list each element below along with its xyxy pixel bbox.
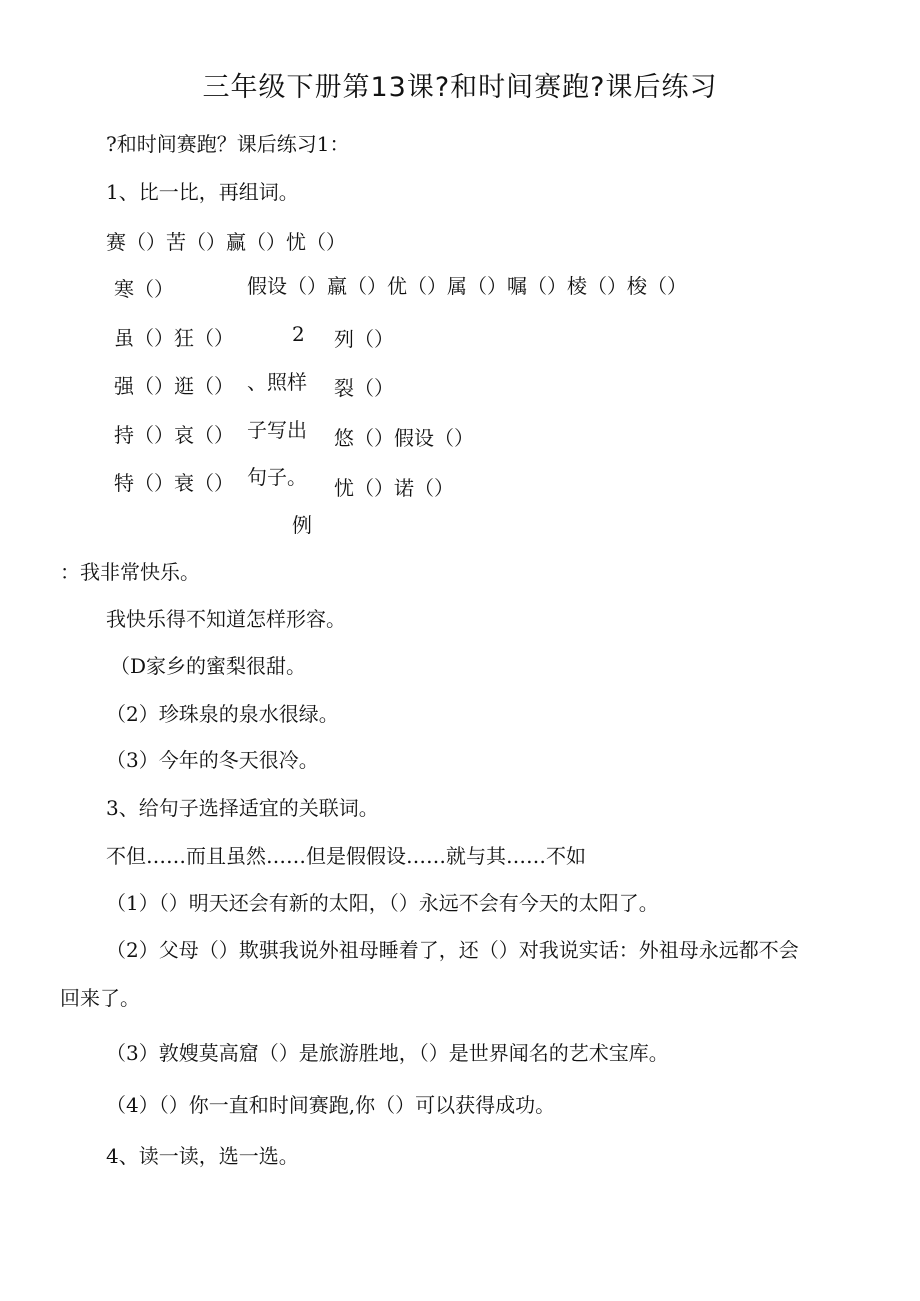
exercise-subtitle: ?和时间赛跑？课后练习1： xyxy=(106,132,350,156)
q1-left-item: 特（）衰（） xyxy=(114,471,234,495)
q1-left-item: 寒（） xyxy=(114,277,174,301)
q1-right-item: 忧（）诺（） xyxy=(334,476,454,500)
q3-item: （4）（）你一直和时间赛跑,你（）可以获得成功。 xyxy=(106,1093,556,1117)
q2-example-answer: 我快乐得不知道怎样形容。 xyxy=(106,607,346,631)
q2-heading-line: 子写出 xyxy=(247,418,307,442)
q1-left-item: 持（）哀（） xyxy=(114,423,234,447)
q1-middle-row: 假设（）羸（）优（）属（）嘱（）棱（）梭（） xyxy=(247,274,687,298)
q2-example-label: 例 xyxy=(292,513,312,537)
q1-heading: 1、比一比，再组词。 xyxy=(106,180,299,204)
q1-left-item: 虽（）狂（） xyxy=(114,326,234,350)
q3-options: 不但……而且虽然……但是假假设……就与其……不如 xyxy=(106,844,586,868)
q2-item: （3）今年的冬天很冷。 xyxy=(106,748,319,772)
q3-item: （3）敦嫂莫高窟（）是旅游胜地，（）是世界闻名的艺术宝库。 xyxy=(106,1041,669,1065)
q1-right-item: 列（） xyxy=(334,327,394,351)
q3-item-continuation: 回来了。 xyxy=(60,986,140,1010)
q2-number: 2 xyxy=(292,322,305,346)
q3-item: （1）（）明天还会有新的太阳，（）永远不会有今天的太阳了。 xyxy=(106,891,659,915)
q2-item: （D家乡的蜜梨很甜。 xyxy=(110,654,307,678)
q1-right-item: 悠（）假设（） xyxy=(334,426,474,450)
q4-heading: 4、读一读，选一选。 xyxy=(106,1144,299,1168)
q1-row-1: 赛（）苦（）赢（）忧（） xyxy=(106,230,346,254)
q2-heading-line: 句子。 xyxy=(247,465,307,489)
q2-item: （2）珍珠泉的泉水很绿。 xyxy=(106,702,339,726)
q3-heading: 3、给句子选择适宜的关联词。 xyxy=(106,796,379,820)
q1-left-item: 强（）逛（） xyxy=(114,374,234,398)
page-title: 三年级下册第13课?和时间赛跑?课后练习 xyxy=(202,72,718,103)
q2-heading-line: 、照样 xyxy=(247,370,307,394)
q2-example: ：我非常快乐。 xyxy=(60,560,200,584)
q1-right-item: 裂（） xyxy=(334,376,394,400)
q3-item: （2）父母（）欺骐我说外祖母睡着了，还（）对我说实话：外祖母永远都不会 xyxy=(106,938,799,962)
